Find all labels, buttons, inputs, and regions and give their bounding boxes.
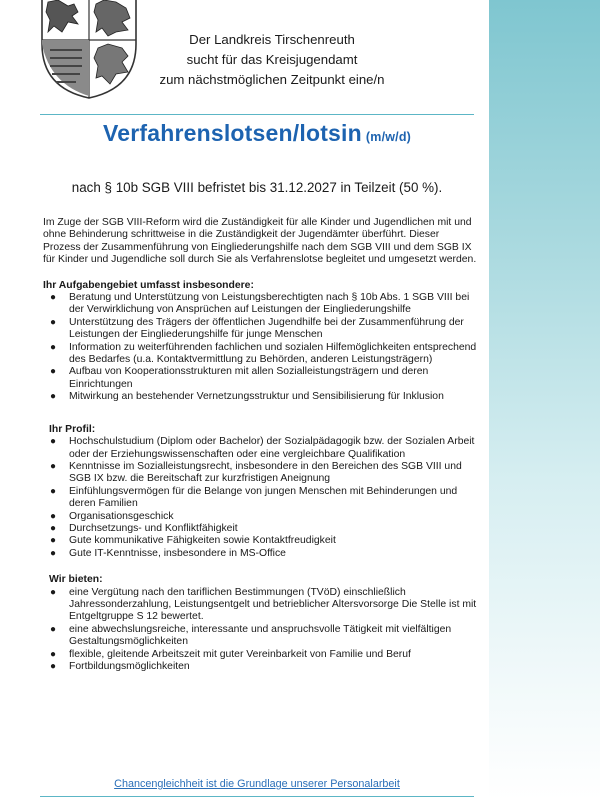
list-item: ● Mitwirkung an bestehender Vernetzungsstruktur und Sensibilisierung für Inklusion [50, 391, 444, 403]
list-item: ● eine abwechslungsreiche, interessante und anspruchsvolle Tätigkeit mit vielfältigen Gestaltungsmöglichkeiten [50, 623, 452, 648]
decorative-side-band [489, 0, 600, 800]
bullet-icon: ● [50, 586, 57, 598]
profile-heading: Ihr Profil: [49, 423, 96, 435]
gender-label: (m/w/d) [365, 130, 412, 144]
header-text [140, 30, 404, 90]
bullet-icon: ● [50, 661, 57, 672]
divider-top [40, 114, 474, 115]
list-item: ● Hochschulstudium (Diplom oder Bachelor) der Sozialpädagogik bzw. der Sozialen Arbeit oder der Erziehungswissenschaften oder eine vergleichbare Qualifikation [50, 436, 475, 460]
bullet-icon: ● [50, 547, 57, 559]
tasks-heading: Ihr Aufgabengebiet umfasst insbesondere: [43, 279, 254, 291]
divider-bottom [40, 796, 474, 797]
bullet-icon: ● [50, 460, 57, 472]
bullet-icon: ● [50, 648, 57, 660]
job-title [40, 120, 474, 147]
bullet-icon: ● [50, 292, 57, 304]
list-item: ● Kenntnisse im Sozialleistungsrecht, insbesondere in den Bereichen des SGB VIII und SGB IX bzw. die Bereitschaft zur kurzfristigen Aneignung [50, 460, 462, 485]
bullet-icon: ● [50, 316, 57, 328]
ad-body [43, 217, 478, 673]
list-item: ● flexible, gleitende Arbeitszeit mit guter Vereinbarkeit von Familie und Beruf [50, 648, 411, 660]
profile-list [43, 436, 478, 560]
list-item: ● Einfühlungsvermögen für die Belange von jungen Menschen mit Behinderungen und deren Familien [50, 485, 458, 510]
list-item: ● Gute kommunikative Fähigkeiten sowie Kontaktfreudigkeit [50, 535, 336, 547]
bullet-icon: ● [50, 341, 57, 353]
list-item: ● Aufbau von Kooperationsstrukturen mit allen Sozialleistungsträgern und deren Einrichtungen [50, 366, 429, 390]
bullet-icon: ● [50, 391, 57, 403]
list-item: ● Beratung und Unterstützung von Leistungsberechtigten nach § 10b Abs. 1 SGB VIII bei der Verwirklichung von Ansprüchen auf Leistungen der Eingliederungshilfe [50, 292, 470, 316]
bullet-icon: ● [50, 485, 57, 497]
list-item: ● Gute IT-Kenntnisse, insbesondere in MS-Office [50, 547, 286, 559]
bullet-icon: ● [50, 535, 57, 547]
coat-of-arms-icon [38, 0, 140, 100]
header-line-1: Der Landkreis Tirschenreuth [189, 32, 355, 47]
header-line-3: zum nächstmöglichen Zeitpunkt eine/n [159, 72, 385, 87]
list-item: ● eine Vergütung nach den tariflichen Bestimmungen (TVöD) einschließlich Jahressonderzahlung, Leistungsentgelt und betrieblicher Altersvorsorge Die Stelle ist mit Entgeltgruppe S 12 bewertet. [50, 586, 477, 623]
bullet-icon: ● [50, 623, 57, 635]
list-item: ● Durchsetzungs- und Konfliktfähigkeit [50, 522, 238, 534]
equal-opportunity-link[interactable]: Chancengleichheit ist die Grundlage unserer Personalarbeit [114, 778, 400, 790]
bullet-icon: ● [50, 436, 57, 448]
job-subtitle: nach § 10b SGB VIII befristet bis 31.12.2027 in Teilzeit (50 %). [71, 180, 443, 195]
offer-heading: Wir bieten: [49, 574, 103, 586]
list-item: ● Organisationsgeschick [50, 510, 174, 522]
job-title-text: Verfahrenslotsen/lotsin [102, 120, 362, 146]
list-item: ● Fortbildungsmöglichkeiten [50, 661, 190, 672]
list-item: ● Information zu weiterführenden fachlichen und sozialen Hilfemöglichkeiten entsprechend des Bedarfes (u.a. Kontaktvermittlung zu Behörden, anderen Leistungsträgern) [50, 341, 477, 366]
intro-paragraph: Im Zuge der SGB VIII-Reform wird die Zuständigkeit für alle Kinder und Jugendlichen mit und ohne Behinderung schrittweise in die Zuständigkeit der Jugendämter überführt. Dieser Prozess der Zusammenführung von Eingliederungshilfe nach dem SGB VIII und dem SGB IX für Kinder und Jugendliche soll durch Sie als Verfahrenslotse begleitet und umgesetzt werden. [43, 217, 477, 266]
bullet-icon: ● [50, 366, 57, 378]
header-line-2: sucht für das Kreisjugendamt [186, 52, 358, 67]
offer-list [43, 587, 478, 674]
bullet-icon: ● [50, 522, 57, 534]
tasks-list [43, 292, 478, 404]
bullet-icon: ● [50, 510, 57, 522]
list-item: ● Unterstützung des Trägers der öffentlichen Jugendhilfe bei der Zusammenführung der Leistungen der Eingliederungshilfe für junge Menschen [50, 316, 464, 341]
